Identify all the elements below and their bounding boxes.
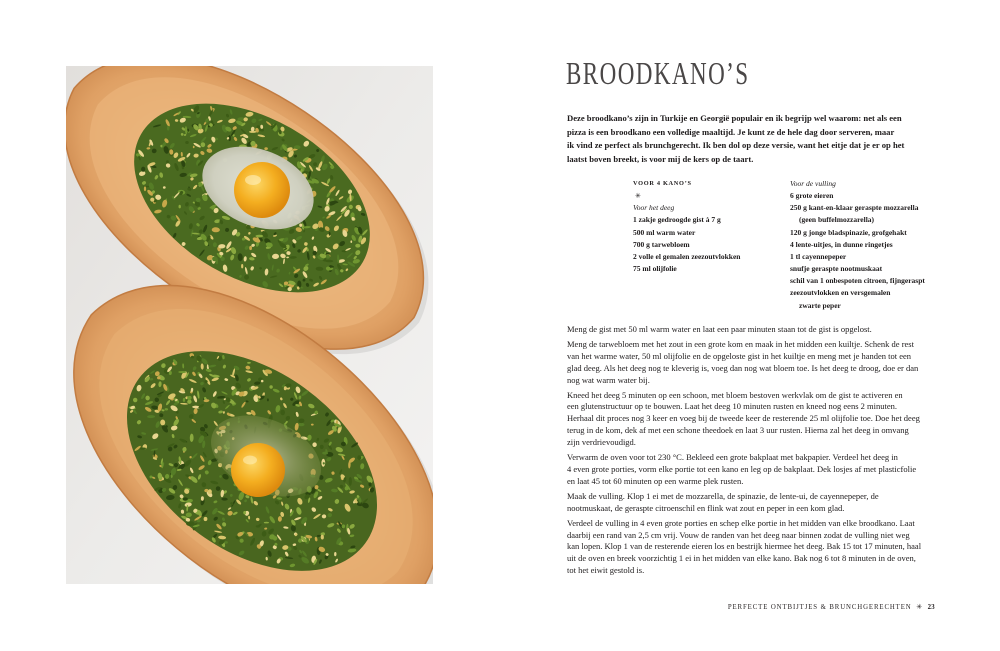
page-footer xyxy=(728,601,935,614)
ingredient-item-continued: (geen buffelmozzarella) xyxy=(799,215,875,225)
method-step xyxy=(567,339,921,387)
filling-heading: Voor de vulling xyxy=(790,179,836,188)
method-line: Meng de tarwebloem met het zout in een grote kom en maak in het midden een kuiltje. Schenk de rest xyxy=(567,338,914,349)
ingredient-item: 2 volle el gemalen zeezoutvlokken xyxy=(633,251,741,261)
method-line: terug in de kom, dek af met een schone theedoek en laat 3 uur rusten. Hierna zal het deeg in omvang xyxy=(567,425,909,436)
filling-speck xyxy=(264,522,269,524)
method-line: Kneed het deeg 5 minuten op een schoon, met bloem bestoven werkvlak om de gist te activeren en xyxy=(567,389,903,400)
method-line: en laat 45 tot 60 minuten op een warme plek rusten. xyxy=(567,475,744,486)
egg-yolk-bottom xyxy=(231,443,285,497)
ingredient-item: zeezoutvlokken en versgemalen xyxy=(790,288,891,298)
method-line: uit de oven en breek voorzichtig 1 ei in het midden van elke kano. Bak nog 6 tot 8 minuten in de oven, xyxy=(567,553,916,564)
ingredient-item: 1 zakje gedroogde gist à 7 g xyxy=(633,215,721,225)
ingredient-item: 4 lente-uitjes, in dunne ringetjes xyxy=(790,239,893,249)
ingredient-item: 6 grote eieren xyxy=(790,191,834,201)
ingredient-item: 75 ml olijfolie xyxy=(633,264,677,274)
ingredient-item: schil van 1 onbespoten citroen, fijngeraspt xyxy=(790,276,925,286)
method-line: kan lopen. Klop 1 van de resterende eieren los en bestrijk hiermee het deeg. Bak 15 tot 17 minuten, haal xyxy=(567,541,922,552)
method-line: nootmuskaat, de geraspte citroenschil en flink wat zout en peper in een kom glad. xyxy=(567,502,845,513)
intro-line: Deze broodkano’s zijn in Turkije en Georgië populair en ik begrijp wel waarom: net als een xyxy=(567,113,902,123)
divider-star-icon: ✳ xyxy=(916,603,923,611)
intro-line: ik vind ze perfect als brunchgerecht. Ik ben dol op deze versie, want het eitje dat je er op het xyxy=(567,140,905,151)
filling-speck xyxy=(241,264,243,268)
filling-speck xyxy=(141,167,145,172)
filling-speck xyxy=(144,186,146,191)
method-line: glad deeg. Als het deeg nog te kleverig is, voeg dan nog wat bloem toe. Is het deeg te droog, doe er dan xyxy=(567,362,919,373)
dough-heading: Voor het deeg xyxy=(633,203,675,213)
filling-speck xyxy=(298,423,305,426)
ingredient-item: 120 g jonge bladspinazie, grofgehakt xyxy=(790,227,907,237)
method-line: Maak de vulling. Klop 1 ei met de mozzarella, de spinazie, de lente-ui, de cayennepeper, de xyxy=(567,490,879,501)
egg-yolk-top xyxy=(234,162,290,218)
intro-line: laatst boven breekt, is voor mij de kers op de taart. xyxy=(567,154,754,165)
method-line: Herhaal dit proces nog 3 keer en voeg bij de tweede keer de resterende 25 ml olijfolie toe. Doe het deeg xyxy=(567,413,920,424)
method-line: van het warme water, 50 ml olijfolie en de opgeloste gist in het kuiltje en meng met je handen tot een xyxy=(567,350,912,361)
ingredient-item: 250 g kant-en-klaar geraspte mozzarella xyxy=(790,203,919,213)
yield-label: VOOR 4 KANO’S xyxy=(633,180,692,187)
method-line: Verdeel de vulling in 4 even grote porties en schep elke portie in het midden van elke broodkano. Laat xyxy=(567,517,915,528)
method-step xyxy=(567,390,921,450)
ingredients-dough xyxy=(633,178,740,275)
recipe-title: BROODKANO’S xyxy=(566,55,750,91)
intro-line: pizza is een broodkano een volledige maaltijd. Je kunt ze de hele dag door serveren, maar xyxy=(567,126,895,137)
method-line: tot het eiwit gestold is. xyxy=(567,565,645,576)
filling-speck xyxy=(269,385,272,388)
recipe-intro xyxy=(567,112,904,167)
method-step xyxy=(567,324,921,336)
ingredient-item: snufje geraspte nootmuskaat xyxy=(790,264,883,274)
method-line: daarbij een rand van 2,5 cm vrij. Vouw de randen van het deeg naar binnen zodat de vulling niet weg xyxy=(567,529,910,540)
method-step xyxy=(567,491,921,515)
method-line: zijn verdrievoudigd. xyxy=(567,437,636,448)
page-number: 23 xyxy=(927,604,935,611)
method-line: nog wat warm water bij. xyxy=(567,374,650,385)
method-steps xyxy=(567,324,921,580)
method-step xyxy=(567,452,921,488)
method-step xyxy=(567,518,921,578)
method-line: een glutenstructuur op te bouwen. Laat het deeg 10 minuten rusten en kneed nog eens 2 minuten. xyxy=(567,401,897,412)
filling-speck xyxy=(179,205,181,209)
filling-speck xyxy=(178,371,186,373)
method-line: Meng de gist met 50 ml warm water en laat een paar minuten staan tot de gist is opgelost. xyxy=(567,324,872,334)
method-line: 4 even grote porties, vorm elke portie tot een kano en leg op de bakplaat. Dek losjes af met plasticfolie xyxy=(567,463,917,474)
divider-star-icon: ✳ xyxy=(635,192,641,201)
ingredient-item: 1 tl cayennepeper xyxy=(790,251,847,261)
ingredient-item: 500 ml warm water xyxy=(633,227,696,237)
ingredients-filling xyxy=(790,178,925,312)
filling-speck xyxy=(256,525,261,527)
filling-speck xyxy=(249,246,252,250)
ingredient-item: 700 g tarwebloem xyxy=(633,239,690,249)
running-head: PERFECTE ONTBIJTJES & BRUNCHGERECHTEN xyxy=(727,604,912,611)
ingredient-item-continued: zwarte peper xyxy=(799,300,841,310)
recipe-photo xyxy=(66,66,433,584)
method-line: Verwarm de oven voor tot 230 °C. Bekleed een grote bakplaat met bakpapier. Verdeel het deeg in xyxy=(567,452,898,463)
filling-speck xyxy=(349,477,352,486)
